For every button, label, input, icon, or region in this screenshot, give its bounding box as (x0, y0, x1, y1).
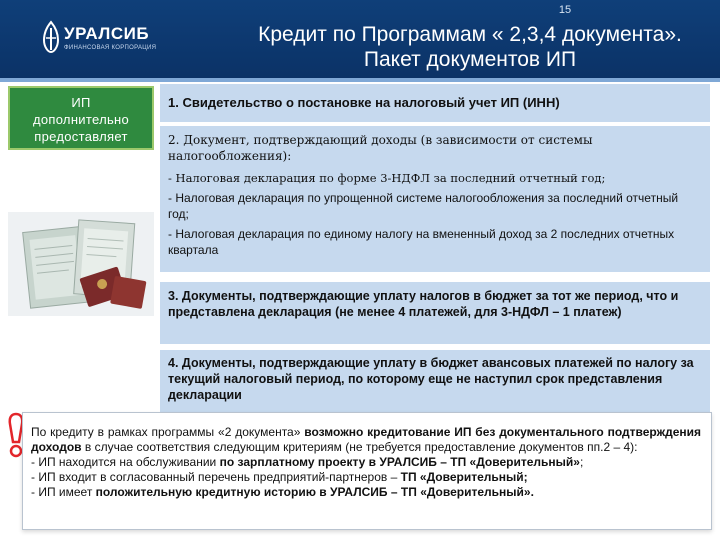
criterion-1-tail: ; (579, 455, 584, 469)
logo-emblem-icon (40, 20, 62, 54)
document-item-3: 3. Документы, подтверждающие уплату налогов в бюджет за тот же период, что и представлена декларация (не менее 4 платежей, для 3-НДФЛ – 1 платеж) (160, 282, 710, 344)
sidebar-line-1: ИП (71, 95, 91, 110)
criterion-3-text: - ИП имеет (31, 485, 96, 499)
criterion-3-emphasis: положительную кредитную историю в УРАЛСИБ – ТП «Доверительный». (95, 485, 534, 499)
sidebar-line-3: предоставляет (34, 129, 128, 144)
note-intro-emphasis: возможно кредитование ИП без документального подтверждения доходов (31, 425, 702, 454)
item-2-option-3: - Налоговая декларация по единому налогу на вмененный доход за 2 последних отчетных квартала (168, 227, 675, 257)
page-number: 15 (558, 4, 572, 16)
item-2-heading: 2. Документ, подтверждающий доходы (в зависимости от системы налогообложения): (168, 133, 593, 163)
item-2-option-1: - Налоговая декларация по форме 3-НДФЛ за последний отчетный год; (168, 171, 606, 185)
uralsib-logo (40, 18, 180, 58)
note-criterion-1 (31, 455, 701, 470)
note-intro-text: По кредиту в рамках программы «2 документа» (31, 425, 305, 439)
criterion-1-text: - ИП находится на обслуживании (31, 455, 220, 469)
sidebar-line-2: дополнительно (32, 112, 130, 127)
page-title (230, 22, 710, 72)
document-item-4: 4. Документы, подтверждающие уплату в бюджет авансовых платежей по налогу за текущий налоговый период, по которому еще не наступил срок представления декларации (160, 350, 710, 412)
header-divider (0, 78, 720, 82)
criterion-2-emphasis: ТП «Доверительный; (400, 470, 528, 484)
no-income-proof-note (22, 412, 712, 530)
sidebar-label-box (8, 86, 154, 150)
note-criterion-2 (31, 470, 701, 485)
note-intro (31, 425, 701, 455)
logo-subtitle: ФИНАНСОВАЯ КОРПОРАЦИЯ (64, 45, 157, 51)
criterion-1-emphasis: по зарплатному проекту в УРАЛСИБ – ТП «Доверительный» (219, 455, 580, 469)
title-line-1: Кредит по Программам « 2,3,4 документа». (258, 23, 682, 46)
note-intro-tail: в случае соответствия следующим критериям (не требуется предоставление документов пп.2 – 4): (81, 440, 638, 454)
title-line-2: Пакет документов ИП (363, 48, 577, 71)
item-2-option-2: - Налоговая декларация по упрощенной системе налогообложения за последний отчетный год; (168, 191, 679, 221)
documents-photo (8, 212, 154, 316)
document-item-1: 1. Свидетельство о постановке на налоговый учет ИП (ИНН) (160, 84, 710, 122)
document-item-2 (160, 126, 710, 272)
criterion-2-text: - ИП входит в согласованный перечень предприятий-партнеров – (31, 470, 401, 484)
note-criterion-3 (31, 485, 701, 500)
logo-name: УРАЛСИБ (64, 24, 150, 43)
